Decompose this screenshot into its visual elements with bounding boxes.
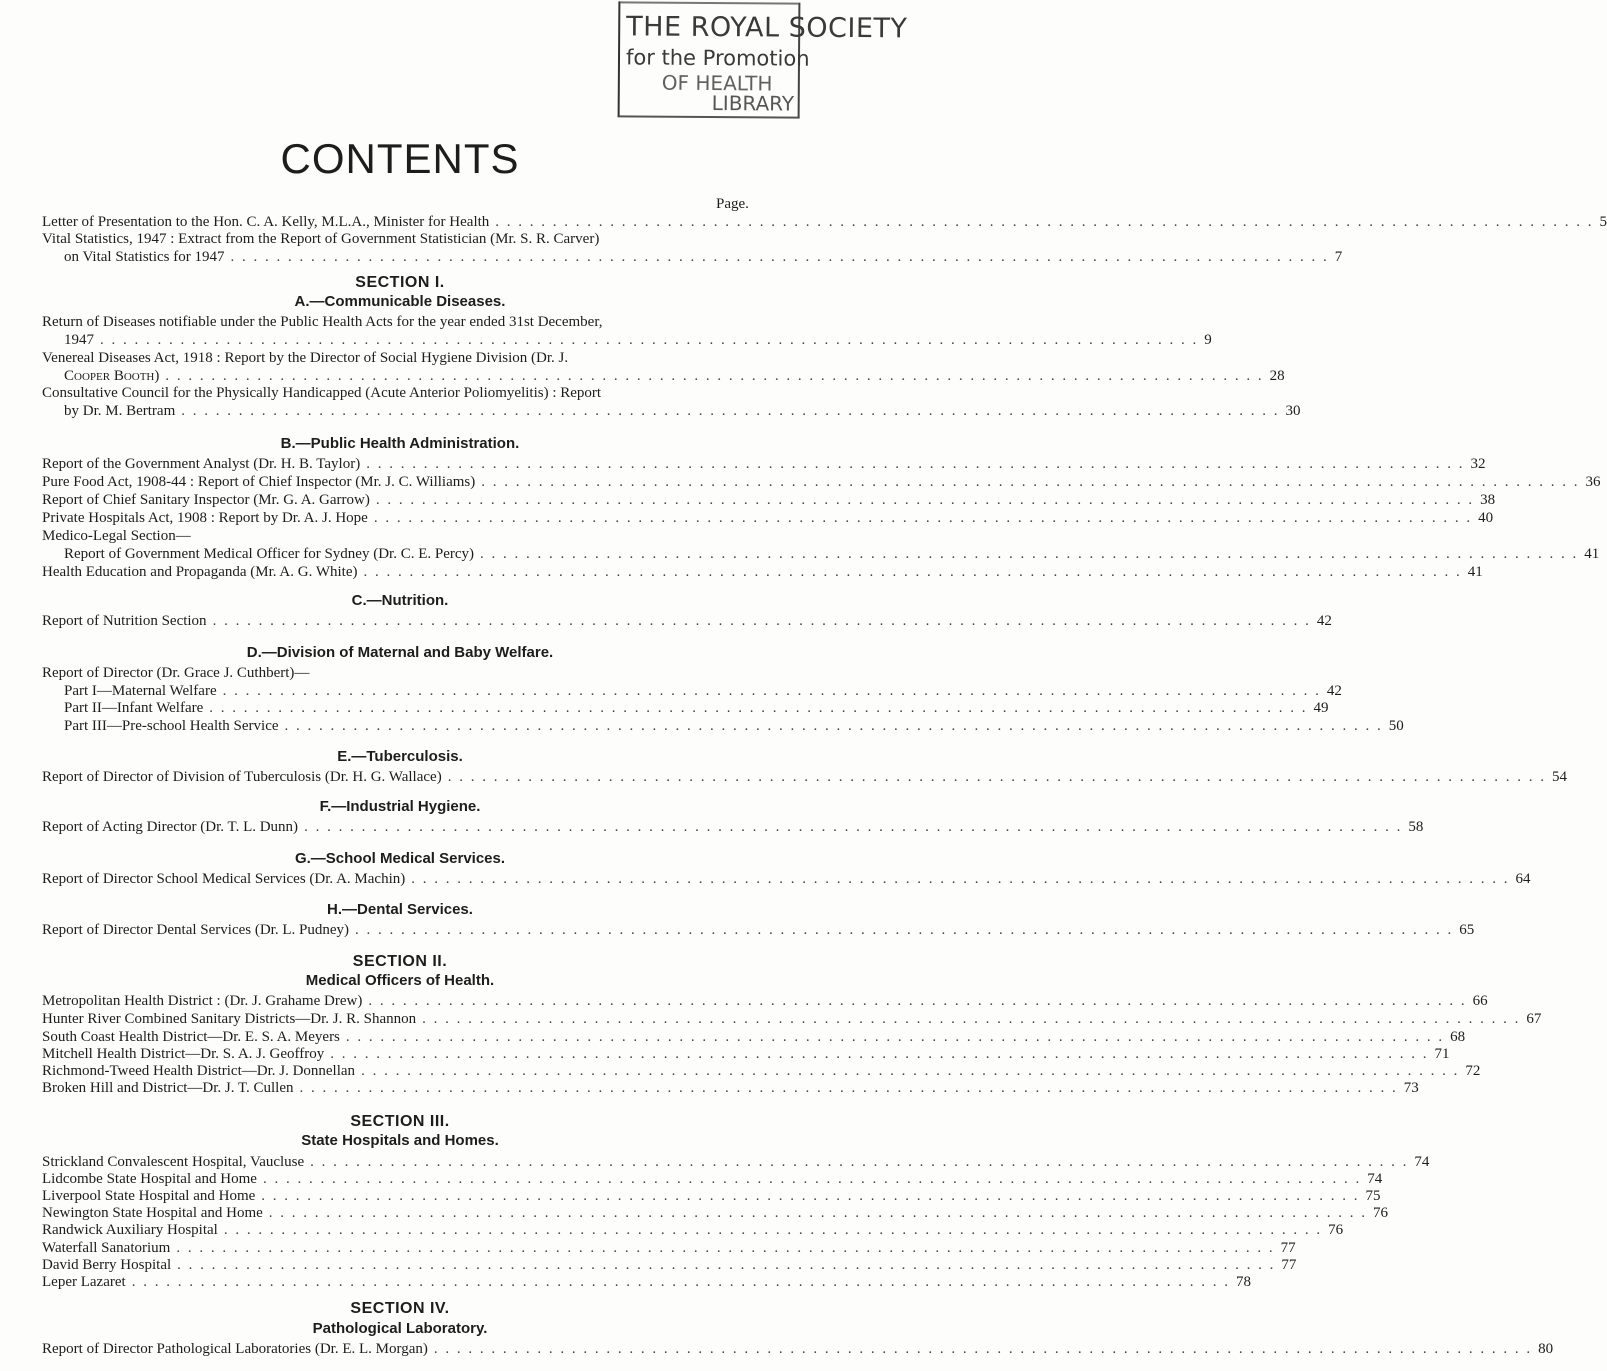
subsection-heading: H.—Dental Services. — [327, 901, 473, 918]
library-stamp — [618, 1, 908, 118]
toc-entry: Consultative Council for the Physically Handicapped (Acute Anterior Poliomyelitis) : Report by Dr. M. Bertram . . . 30 — [42, 385, 762, 421]
subsection-heading: A.—Communicable Diseases. — [294, 293, 506, 310]
page-number: 80 — [1538, 1341, 1554, 1357]
section-heading: SECTION II. — [352, 953, 448, 970]
toc-entry: Health Education and Propaganda (Mr. A. G. White) . . . 41 — [42, 564, 762, 582]
toc-entry: David Berry Hospital . . . 77 — [42, 1257, 762, 1275]
section-heading: SECTION I. — [355, 274, 445, 291]
toc-entry: Hunter River Combined Sanitary Districts—Dr. J. R. Shannon . . . 67 — [42, 1011, 762, 1029]
page-number: 74 — [1414, 1154, 1430, 1170]
subsection-heading: Medical Officers of Health. — [305, 972, 495, 989]
toc-entry: Mitchell Health District—Dr. S. A. J. Geoffroy . . . 71 — [42, 1046, 762, 1064]
page-number: 73 — [1403, 1080, 1419, 1096]
subsection-heading: C.—Nutrition. — [351, 592, 449, 609]
toc-entry: Richmond-Tweed Health District—Dr. J. Donnellan . . . 72 — [42, 1063, 762, 1081]
stamp-line-3: OF HEALTH — [661, 70, 773, 96]
toc-entry: Report of Director of Division of Tuberculosis (Dr. H. G. Wallace) . . . 54 — [42, 769, 762, 787]
toc-entry: Report of Director (Dr. Grace J. Cuthbert)— Part I—Maternal Welfare . . . 42 — [42, 665, 762, 701]
page-number: 5 — [1599, 214, 1607, 230]
stamp-line-2: for the Promotion — [625, 45, 810, 71]
page-title: CONTENTS — [280, 135, 520, 182]
page-number: 71 — [1434, 1046, 1450, 1062]
toc-entry: Part III—Pre-school Health Service . . . 50 — [42, 718, 762, 736]
page-number: 78 — [1235, 1274, 1251, 1290]
toc-entry: Private Hospitals Act, 1908 : Report by Dr. A. J. Hope . . . 40 — [42, 510, 762, 528]
section-heading: SECTION III. — [350, 1113, 450, 1130]
page-number: 32 — [1470, 456, 1486, 472]
page-number: 72 — [1465, 1063, 1481, 1079]
toc-entry: Report of Nutrition Section . . . 42 — [42, 613, 762, 631]
page-number: 41 — [1584, 546, 1600, 562]
page-number: 75 — [1365, 1188, 1381, 1204]
toc-entry: Report of Acting Director (Dr. T. L. Dunn) . . . 58 — [42, 819, 762, 837]
toc-entry: Return of Diseases notifiable under the Public Health Acts for the year ended 31st December, 1947 . . . 9 — [42, 314, 762, 350]
page-number: 77 — [1280, 1240, 1296, 1256]
toc-entry: Part II—Infant Welfare . . . 49 — [42, 700, 762, 718]
page-number: 42 — [1316, 613, 1332, 629]
toc-entry: South Coast Health District—Dr. E. S. A. Meyers . . . 68 — [42, 1029, 762, 1047]
toc-entry: Vital Statistics, 1947 : Extract from the Report of Government Statistician (Mr. S. R. Carver) on Vital Statistics for 1947 . . . 7 — [42, 231, 762, 267]
page-number: 42 — [1326, 683, 1342, 699]
page-number: 76 — [1328, 1222, 1344, 1238]
page-number: 49 — [1313, 700, 1329, 716]
toc-entry: Venereal Diseases Act, 1918 : Report by the Director of Social Hygiene Division (Dr. J. Cooper Booth) . . . 28 — [42, 350, 762, 386]
subsection-heading: E.—Tuberculosis. — [337, 748, 463, 765]
toc-entry: Randwick Auxiliary Hospital . . . 76 — [42, 1222, 762, 1240]
page-number: 66 — [1472, 993, 1488, 1009]
page-number: 41 — [1467, 564, 1483, 580]
page-number: 68 — [1450, 1029, 1466, 1045]
toc-entry: Letter of Presentation to the Hon. C. A. Kelly, M.L.A., Minister for Health . . . 5 — [42, 214, 762, 232]
page-number: 7 — [1334, 249, 1343, 265]
toc-entry: Broken Hill and District—Dr. J. T. Cullen . . . 73 — [42, 1080, 762, 1098]
subsection-heading: D.—Division of Maternal and Baby Welfare. — [246, 644, 554, 661]
page-column-heading: Page. — [716, 196, 749, 212]
toc-entry: Report of Chief Sanitary Inspector (Mr. G. A. Garrow) . . . 38 — [42, 492, 762, 510]
subsection-heading: Pathological Laboratory. — [312, 1320, 488, 1337]
page-number: 9 — [1204, 332, 1212, 348]
section-heading: SECTION IV. — [350, 1300, 450, 1317]
stamp-line-4: LIBRARY — [711, 91, 795, 116]
toc-entry: Newington State Hospital and Home . . . 76 — [42, 1205, 762, 1223]
toc-entry: Leper Lazaret . . . 78 — [42, 1274, 762, 1292]
page-number: 50 — [1388, 718, 1404, 734]
page-number: 74 — [1367, 1171, 1383, 1187]
stamp-line-1: THE ROYAL SOCIETY — [626, 11, 908, 45]
page-number: 64 — [1515, 871, 1531, 887]
page-number: 76 — [1373, 1205, 1389, 1221]
toc-entry: Report of Director Dental Services (Dr. L. Pudney) . . . 65 — [42, 922, 762, 940]
subsection-heading: G.—School Medical Services. — [294, 850, 506, 867]
page-number: 65 — [1459, 922, 1475, 938]
toc-entry: Report of Director Pathological Laboratories (Dr. E. L. Morgan) . . . 80 — [42, 1341, 762, 1359]
toc-entry: Pure Food Act, 1908-44 : Report of Chief Inspector (Mr. J. C. Williams) . . . 36 — [42, 474, 762, 492]
page-number: 54 — [1551, 769, 1567, 785]
page-number: 30 — [1285, 403, 1301, 419]
toc-entry: Lidcombe State Hospital and Home . . . 74 — [42, 1171, 762, 1189]
page-number: 67 — [1526, 1011, 1542, 1027]
page-number: 28 — [1269, 368, 1285, 384]
toc-entry: Strickland Convalescent Hospital, Vaucluse . . . 74 — [42, 1154, 762, 1172]
page-number: 36 — [1585, 474, 1601, 490]
page-number: 77 — [1281, 1257, 1297, 1273]
toc-entry: Medico-Legal Section— Report of Government Medical Officer for Sydney (Dr. C. E. Percy) . . . 41 — [42, 528, 762, 564]
toc-entry: Report of the Government Analyst (Dr. H. B. Taylor) . . . 32 — [42, 456, 762, 474]
toc-entry: Waterfall Sanatorium . . . 77 — [42, 1240, 762, 1258]
toc-entry: Metropolitan Health District : (Dr. J. Grahame Drew) . . . 66 — [42, 993, 762, 1011]
toc-entry: Liverpool State Hospital and Home . . . 75 — [42, 1188, 762, 1206]
toc-entry: Report of Director School Medical Services (Dr. A. Machin) . . . 64 — [42, 871, 762, 889]
page-number: 58 — [1408, 819, 1424, 835]
subsection-heading: B.—Public Health Administration. — [280, 435, 520, 452]
page-number: 38 — [1480, 492, 1496, 508]
subsection-heading: F.—Industrial Hygiene. — [319, 798, 481, 815]
subsection-heading: State Hospitals and Homes. — [301, 1132, 499, 1149]
page-number: 40 — [1478, 510, 1494, 526]
